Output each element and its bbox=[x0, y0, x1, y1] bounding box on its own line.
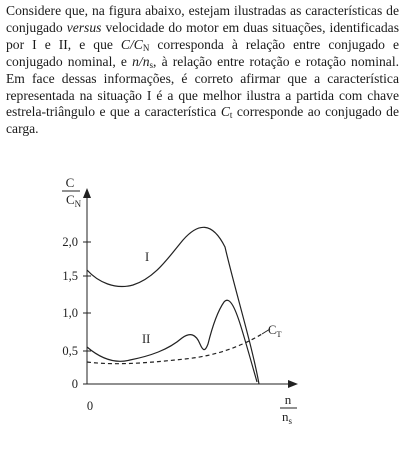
y-tick-label: 0,5 bbox=[62, 344, 78, 358]
load-torque-symbol: C bbox=[220, 104, 230, 120]
load-torque-label: $C_T$ bbox=[268, 323, 282, 339]
y-tick-label: 0 bbox=[71, 377, 78, 391]
load-torque-curve bbox=[87, 334, 262, 364]
versus-word: versus bbox=[66, 19, 102, 35]
speed-ratio-symbol: n/n bbox=[132, 53, 150, 69]
curve-II-label: II bbox=[142, 332, 151, 346]
y-tick-label: 2,0 bbox=[62, 235, 78, 249]
x-axis-arrow-icon bbox=[288, 380, 298, 388]
y-axis-num: C bbox=[65, 175, 75, 190]
x-axis-num: n bbox=[284, 392, 292, 407]
ratio-symbol: C/C bbox=[120, 36, 143, 52]
question-text: Considere que, na figura abaixo, estejam ilustradas as características de conjugado versus velocidade do motor em duas situações, identificadas por I e II, e que $C/C_N$ corresponda à relação entre conjugado e conjugado nominal, e $n/n_s$, à relação entre rotação e rotação nominal. Em face dessas informações, é correto afirmar que a característica representada na situação I é a que melhor ilustra a partida com chave estrela-triângulo e que a característica $C_t$ corresponde ao conjugado de carga. bbox=[6, 3, 399, 137]
y-tick-label: 1,0 bbox=[62, 306, 78, 320]
y-tick-label: 1,5 bbox=[62, 269, 78, 283]
curve-I-label: I bbox=[145, 250, 150, 264]
y-axis-arrow-icon bbox=[83, 188, 91, 198]
x-origin-label: 0 bbox=[86, 399, 94, 413]
curve-II bbox=[87, 300, 257, 382]
x-axis-den: $n_s$ bbox=[282, 409, 293, 426]
y-axis-den: $C_N$ bbox=[66, 192, 82, 209]
